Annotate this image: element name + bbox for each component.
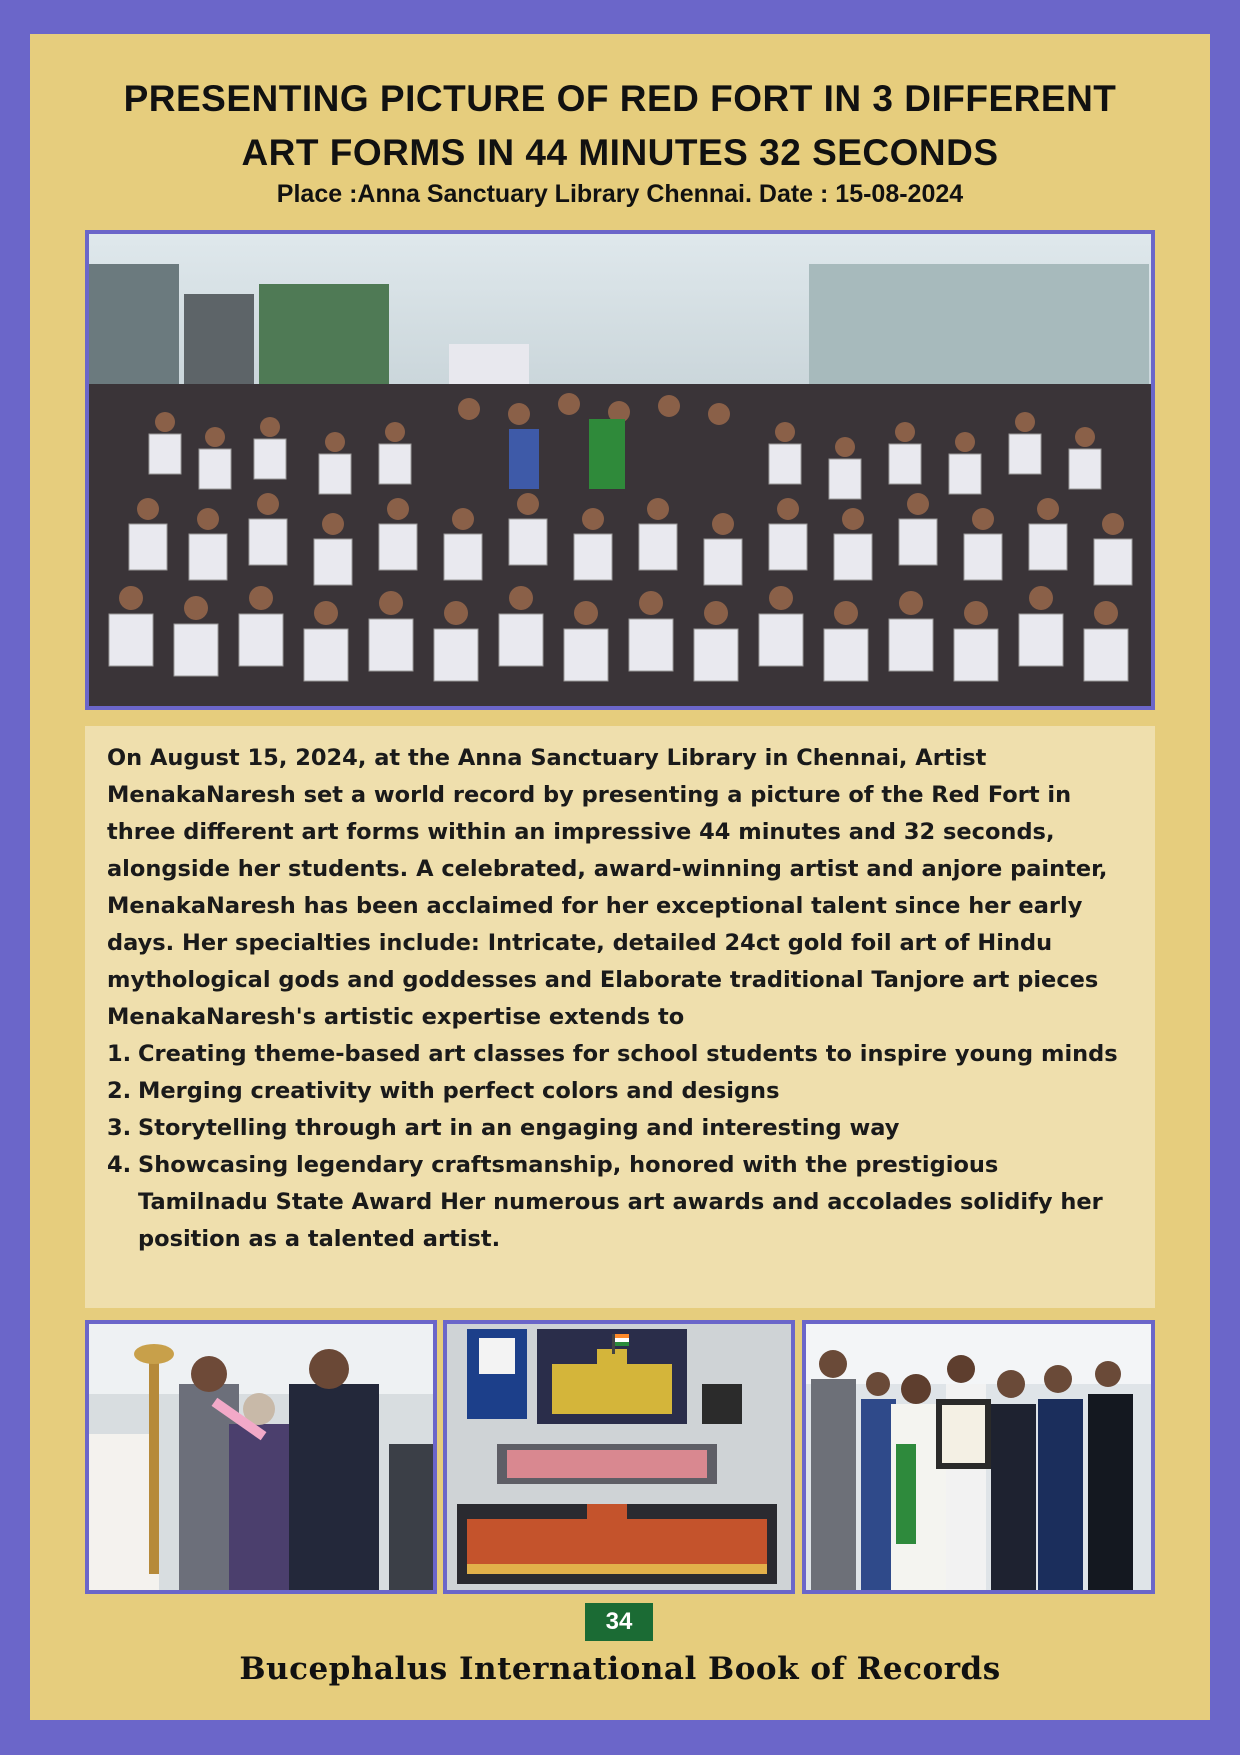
publisher-footer: Bucephalus International Book of Records	[239, 1651, 1001, 1687]
award-presentation-image	[806, 1324, 1151, 1590]
list-item	[107, 1036, 1133, 1073]
place-date-subtitle: Place :Anna Sanctuary Library Chennai. Date : 15-08-2024	[276, 180, 964, 208]
red-fort-artworks-photo	[443, 1320, 795, 1594]
list-text: Creating theme-based art classes for school students to inspire young minds	[138, 1041, 1118, 1067]
list-number: 1.	[107, 1041, 132, 1067]
page-number: 34	[585, 1603, 653, 1641]
list-item	[107, 1073, 1133, 1110]
list-text: Showcasing legendary craftsmanship, honored with the prestigious Tamilnadu State Award Her numerous art awards and accolades solidify her position as a talented artist.	[138, 1152, 1103, 1252]
title-line-2: ART FORMS IN 44 MINUTES 32 SECONDS	[241, 132, 999, 173]
lamp-lighting-image	[89, 1324, 433, 1590]
title-line-1: PRESENTING PICTURE OF RED FORT IN 3 DIFFERENT	[123, 78, 1117, 119]
group-photo	[85, 230, 1155, 710]
description-paragraph: On August 15, 2024, at the Anna Sanctuary Library in Chennai, Artist MenakaNaresh set a world record by presenting a picture of the Red Fort in three different art forms within an impressive 44 minutes and 32 seconds, alongside her students. A celebrated, award-winning artist and anjore painter, MenakaNaresh has been acclaimed for her exceptional talent since her early days. Her specialties include: Intricate, detailed 24ct gold foil art of Hindu mythological gods and goddesses and Elaborate traditional Tanjore art pieces MenakaNaresh's artistic expertise extends to	[107, 745, 1108, 1030]
list-text: Merging creativity with perfect colors and designs	[138, 1078, 780, 1104]
list-number: 4.	[107, 1152, 132, 1178]
list-number: 3.	[107, 1115, 132, 1141]
lamp-lighting-photo	[85, 1320, 437, 1594]
list-number: 2.	[107, 1078, 132, 1104]
red-fort-artworks-image	[447, 1324, 791, 1590]
description-box	[85, 726, 1155, 1308]
record-page	[30, 34, 1210, 1720]
page-title	[30, 72, 1210, 180]
list-text: Storytelling through art in an engaging and interesting way	[138, 1115, 900, 1141]
award-presentation-photo	[802, 1320, 1155, 1594]
expertise-list	[107, 1036, 1133, 1258]
list-item	[107, 1110, 1133, 1147]
list-item	[107, 1147, 1133, 1258]
group-photo-image	[89, 234, 1151, 706]
